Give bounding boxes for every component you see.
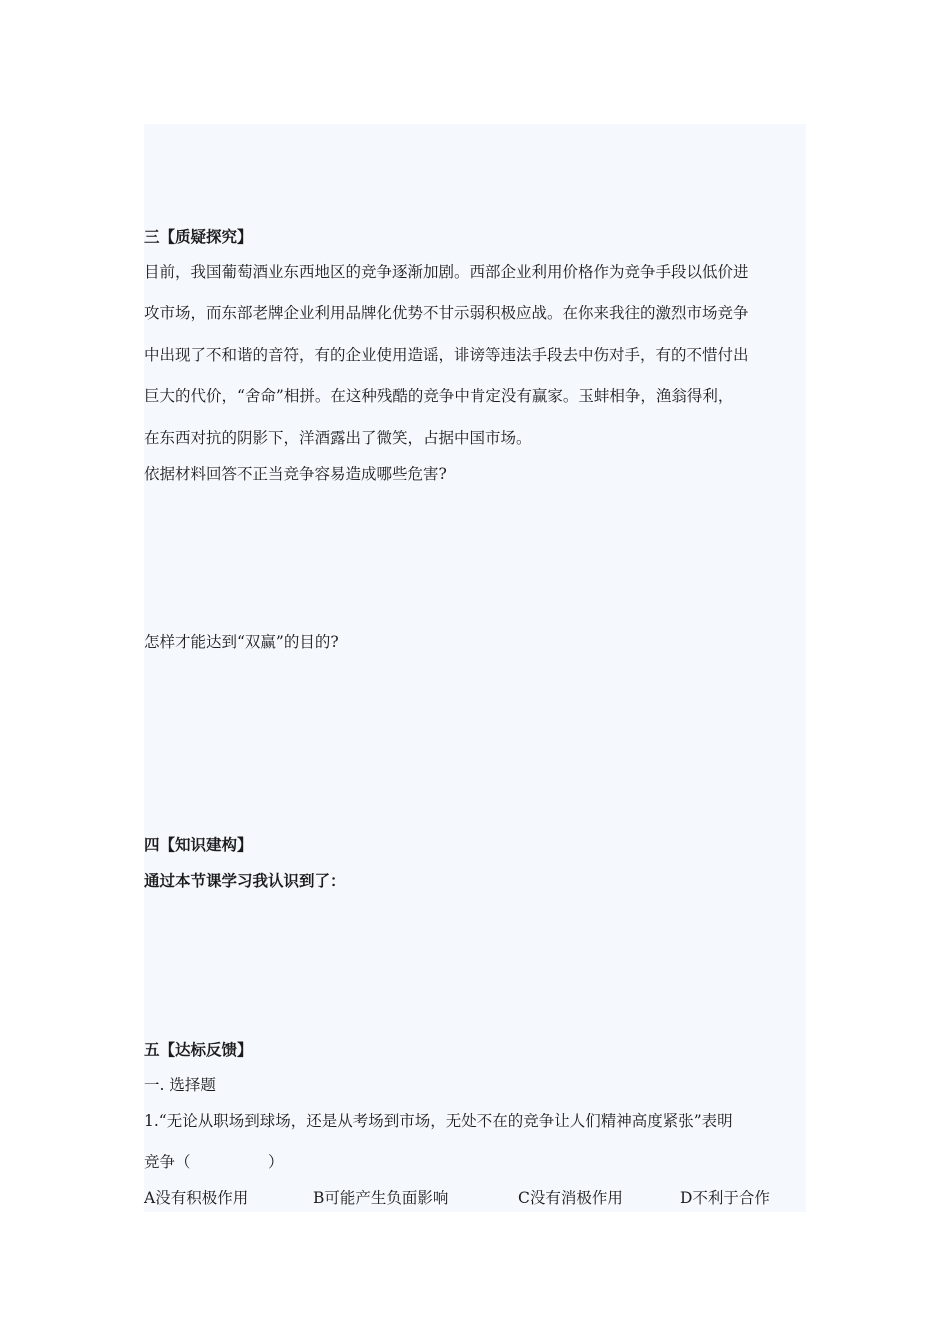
question-win-win: 怎样才能达到“双赢”的目的? xyxy=(144,633,339,651)
section5-heading: 五【达标反馈】 xyxy=(144,1040,253,1059)
question-harms: 依据材料回答不正当竞争容易造成哪些危害? xyxy=(144,465,447,483)
option-d: D不利于合作 xyxy=(680,1189,770,1207)
section3-heading: 三【质疑探究】 xyxy=(144,227,253,246)
section4-heading: 四【知识建构】 xyxy=(144,835,253,854)
material-line: 中出现了不和谐的音符，有的企业使用造谣，诽谤等违法手段去中伤对手，有的不惜付出 xyxy=(144,346,749,364)
choice-subheading: 一. 选择题 xyxy=(144,1076,216,1094)
material-line: 巨大的代价，“舍命”相拼。在这种残酷的竞争中肯定没有赢家。玉蚌相争，渔翁得利， xyxy=(144,387,734,405)
option-b: B可能产生负面影响 xyxy=(313,1189,449,1207)
material-line: 在东西对抗的阴影下，洋酒露出了微笑，占据中国市场。 xyxy=(144,429,532,447)
material-line: 目前，我国葡萄酒业东西地区的竞争逐渐加剧。西部企业利用价格作为竞争手段以低价进 xyxy=(144,263,749,281)
option-c: C没有消极作用 xyxy=(518,1189,623,1207)
material-line: 攻市场，而东部老牌企业利用品牌化优势不甘示弱积极应战。在你来我往的激烈市场竞争 xyxy=(144,304,749,322)
question-1-stem: 1.“无论从职场到球场，还是从考场到市场，无处不在的竞争让人们精神高度紧张”表明 xyxy=(144,1112,733,1130)
option-a: A没有积极作用 xyxy=(144,1189,249,1207)
knowledge-prompt: 通过本节课学习我认识到了： xyxy=(144,871,346,890)
question-1-stem-cont: 竞争（ ） xyxy=(144,1153,284,1171)
